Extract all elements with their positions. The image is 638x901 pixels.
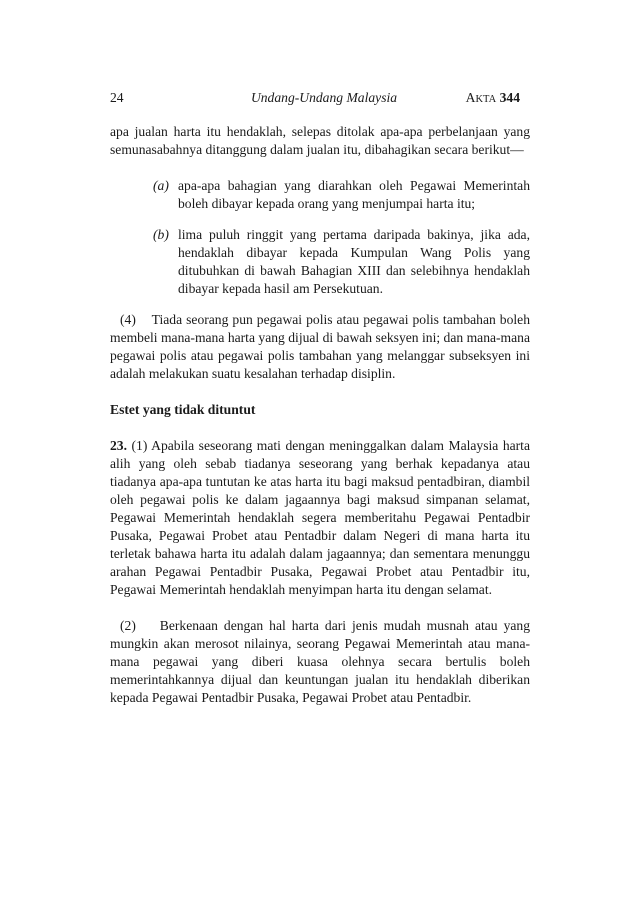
item-label-a: (a) (153, 178, 169, 193)
item-text-b: lima puluh ringgit yang pertama daripada bakinya, jika ada, hendaklah dibayar kepada Kumpulan Wang Polis yang ditubuhkan di bawah Bahagian XIII dan selebihnya hendaklah dibayar kepada hasil am Persekutuan. (178, 227, 530, 296)
item-label-b: (b) (153, 227, 169, 242)
subsection-4-paragraph: (4) Tiada seorang pun pegawai polis atau pegawai polis tambahan boleh membeli mana-mana harta yang dijual di bawah seksyen ini; dan mana-mana pegawai polis atau pegawai polis tambahan yang melanggar subseksyen ini adalah melakukan suatu kesalahan terhadap disiplin. (110, 312, 534, 381)
section-23-1-text: (1) Apabila seseorang mati dengan meninggalkan dalam Malaysia harta alih yang oleh sebab tiadanya seseorang yang berhak kepadanya atau tiadanya apa-apa tuntutan ke atas harta itu bagi maksud pentadbiran, diambil oleh pegawai polis ke dalam jagaannya bagi maksud simpanan selamat, Pegawai Memerintah hendaklah segera memberitahu Pegawai Pentadbir Pusaka, Pegawai Probet atau Pentadbir dalam Negeri di mana harta itu terletak bahawa harta itu adalah dalam jagaannya; dan sementara menunggu arahan Pegawai Pentadbir Pusaka, Pegawai Probet atau Pentadbir itu, Pegawai Memerintah hendaklah menyimpan harta itu dengan selamat. (110, 438, 530, 597)
act-prefix-cap: A (465, 90, 476, 105)
section-heading: Estet yang tidak dituntut (110, 402, 256, 417)
act-number: 344 (499, 90, 520, 105)
act-label (466, 89, 520, 109)
intro-paragraph: apa jualan harta itu hendaklah, selepas ditolak apa-apa perbelanjaan yang semunasabahnya ditanggung dalam jualan itu, dibahagikan secara berikut— (110, 124, 530, 157)
document-body (110, 123, 534, 725)
act-prefix-rest: KTA (475, 94, 497, 105)
section-number: 23. (110, 438, 127, 453)
section-23-1-paragraph (110, 437, 530, 599)
running-header (110, 89, 530, 107)
list-item-b (110, 226, 530, 298)
item-text-a: apa-apa bahagian yang diarahkan oleh Pegawai Memerintah boleh dibayar kepada orang yang menjumpai harta itu; (178, 178, 530, 211)
page-number: 24 (110, 90, 124, 105)
list-item-a (110, 177, 530, 213)
section-23-2-paragraph: (2) Berkenaan dengan hal harta dari jenis mudah musnah atau yang mungkin akan merosot nilainya, seorang Pegawai Memerintah atau mana-mana pegawai yang diberi kuasa olehnya secara bertulis boleh memerintahkannya dijual dan keuntungan jualan itu hendaklah diberikan kepada Pegawai Pentadbir Pusaka, Pegawai Probet atau Pentadbir. (110, 618, 534, 705)
header-title: Undang-Undang Malaysia (250, 90, 398, 105)
